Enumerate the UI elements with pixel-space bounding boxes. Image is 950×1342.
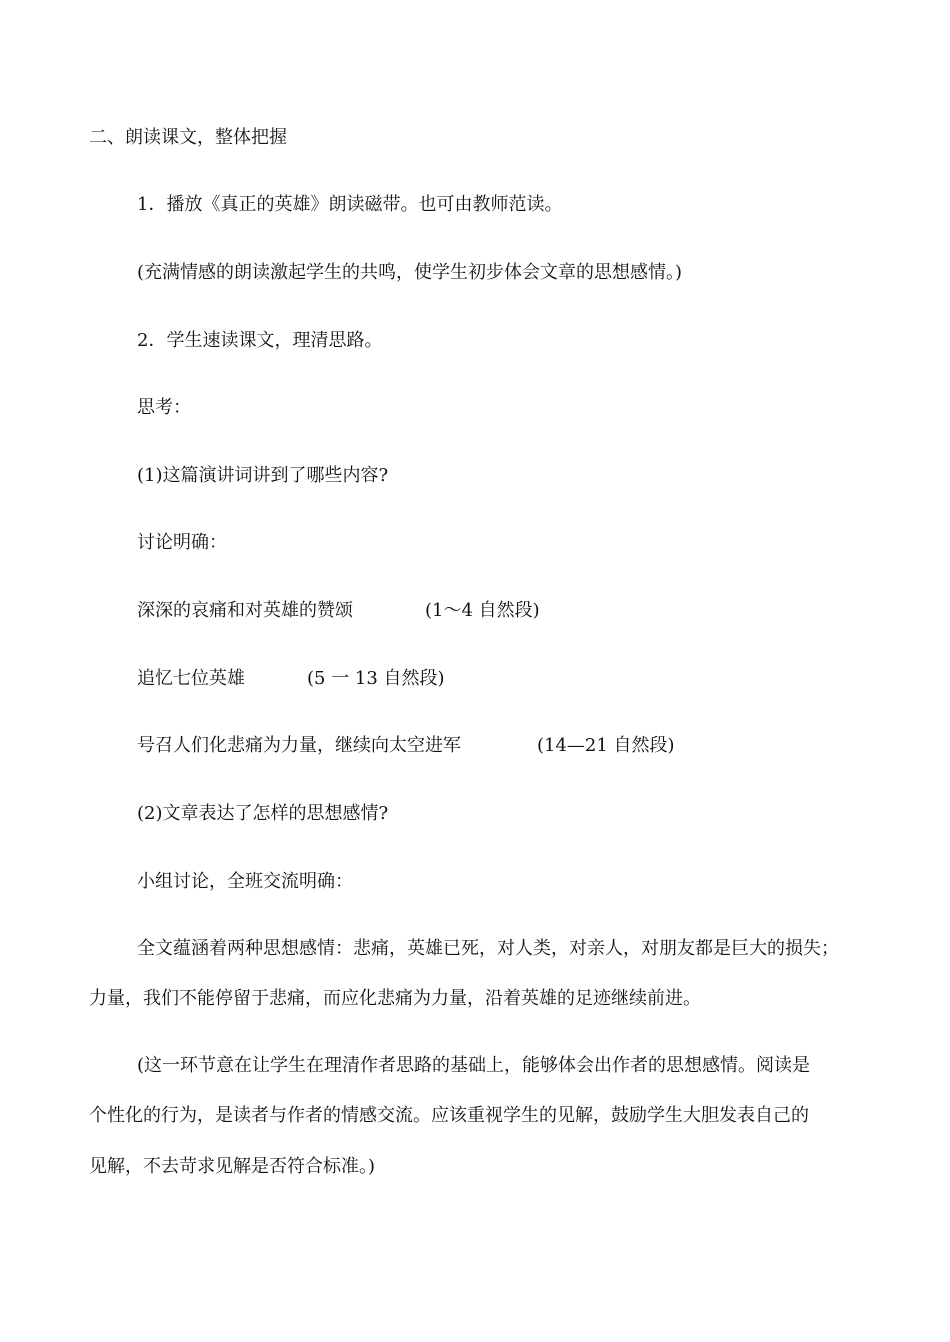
answer-line-2: 力量，我们不能停留于悲痛，而应化悲痛为力量，沿着英雄的足迹继续前进。 [89,988,701,1009]
question-2: (2)文章表达了怎样的思想感情? [137,803,389,824]
outline-item [137,599,540,623]
answer-line-1: 全文蕴涵着两种思想感情：悲痛，英雄已死，对人类，对亲人，对朋友都是巨大的损失； [137,938,839,959]
outline-range: (5 一 13 自然段) [307,668,445,689]
question-1: (1)这篇演讲词讲到了哪些内容? [137,465,389,486]
discussion-label: 讨论明确： [137,532,227,553]
step-1: 1．播放《真正的英雄》朗读磁带。也可由教师范读。 [137,194,563,215]
step-2: 2．学生速读课文，理清思路。 [137,330,383,351]
step-1-note: (充满情感的朗读激起学生的共鸣，使学生初步体会文章的思想感情。) [137,262,683,283]
outline-text: 深深的哀痛和对英雄的赞颂 [137,600,353,621]
outline-range: (1～4 自然段) [425,600,540,621]
outline-range: (14—21 自然段) [537,735,675,756]
outline-text: 追忆七位英雄 [137,668,245,689]
think-label: 思考： [137,397,191,418]
outline-item [137,734,675,758]
outline-text: 号召人们化悲痛为力量，继续向太空进军 [137,735,461,756]
commentary-line-3: 见解，不去苛求见解是否符合标准。) [89,1156,376,1177]
commentary-line-1: (这一环节意在让学生在理清作者思路的基础上，能够体会出作者的思想感情。阅读是 [137,1055,811,1076]
section-heading: 二、朗读课文，整体把握 [89,127,287,148]
group-discussion-label: 小组讨论，全班交流明确： [137,871,353,892]
outline-item [137,667,445,691]
commentary-line-2: 个性化的行为，是读者与作者的情感交流。应该重视学生的见解，鼓励学生大胆发表自己的 [89,1105,809,1126]
